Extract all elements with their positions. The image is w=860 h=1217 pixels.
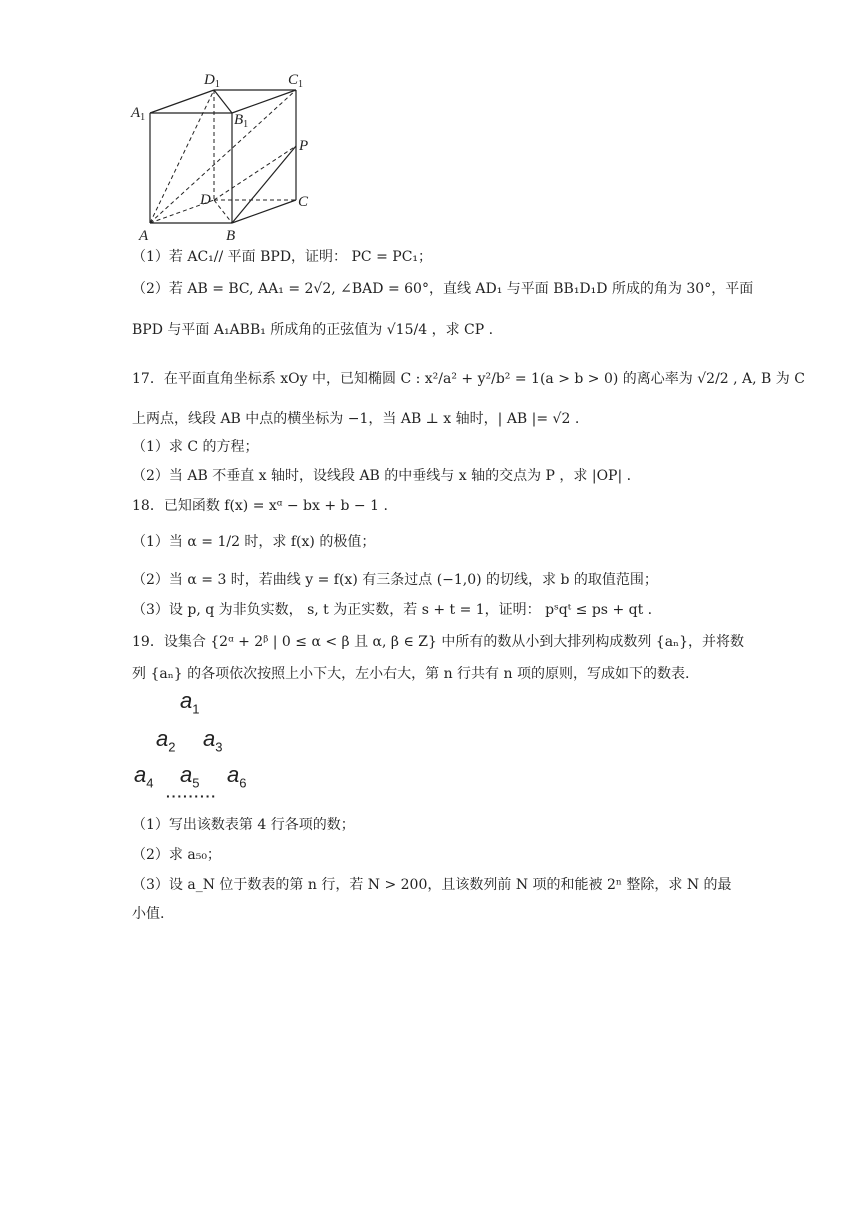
- hidden-edge-d-b: [214, 200, 232, 223]
- problem19-part3-line2: 小值.: [132, 906, 165, 922]
- problem17-line2: 上两点，线段 AB 中点的横坐标为 −1，当 AB ⊥ x 轴时，| AB |= √2 .: [132, 411, 580, 427]
- problem18-title: 18．已知函数 f(x) = xᵅ − bx + b − 1 .: [132, 498, 388, 514]
- edge-a1-d1: [150, 90, 214, 113]
- problem18-part3: （3）设 p, q 为非负实数， s, t 为正实数，若 s + t = 1，证明： pˢqᵗ ≤ ps + qt .: [132, 602, 653, 618]
- table-entry: $a_1$: [180, 688, 200, 717]
- hidden-segment-a-c1: [150, 90, 296, 223]
- table-entry: $a_5$: [180, 762, 200, 791]
- problem17-part1: （1）求 C 的方程；: [132, 439, 259, 455]
- edge-b1-c1: [232, 90, 296, 113]
- label-a: A: [139, 228, 149, 244]
- label-c1: $C_1$: [288, 72, 304, 90]
- table-entry: $a_4$: [134, 762, 154, 791]
- hidden-segment-d-p: [214, 146, 296, 200]
- problem17-line1: 17．在平面直角坐标系 xOy 中，已知椭圆 C : x²/a² + y²/b² = 1(a > b > 0) 的离心率为 √2/2 , A, B 为 C: [132, 371, 805, 387]
- problem19-line2: 列 {aₙ} 的各项依次按照上小下大，左小右大，第 n 行共有 n 项的原则，写成如下的数表.: [132, 666, 690, 682]
- problem18-part1: （1）当 α = 1/2 时，求 f(x) 的极值；: [132, 534, 376, 550]
- label-d: D: [200, 192, 211, 208]
- edge-d1-b1-diag: [214, 90, 232, 113]
- table-ellipsis: ·········: [166, 788, 217, 804]
- problem19-part3-line1: （3）设 a_N 位于数表的第 n 行，若 N > 200，且该数列前 N 项的和能被 2ⁿ 整除，求 N 的最: [132, 877, 732, 893]
- label-b1: $B_1$: [234, 112, 249, 130]
- problem16-part2-line1: （2）若 AB = BC, AA₁ = 2√2, ∠BAD = 60°，直线 AD₁ 与平面 BB₁D₁D 所成的角为 30°，平面: [132, 281, 754, 297]
- label-b: B: [226, 228, 236, 244]
- problem16-part1: （1）若 AC₁// 平面 BPD，证明： PC = PC₁；: [132, 249, 433, 265]
- problem19-part1: （1）写出该数表第 4 行各项的数；: [132, 817, 355, 833]
- problem19-line1: 19．设集合 {2ᵅ + 2ᵝ | 0 ≤ α < β 且 α, β ∈ Z} 中所有的数从小到大排列构成数列 {aₙ}，并将数: [132, 634, 745, 650]
- label-p: P: [299, 138, 309, 154]
- problem18-part2: （2）当 α = 3 时，若曲线 y = f(x) 有三条过点 (−1,0) 的切线，求 b 的取值范围；: [132, 572, 658, 588]
- prism-figure: [126, 66, 326, 246]
- table-entry: $a_2$: [156, 726, 176, 755]
- table-entry: $a_3$: [203, 726, 223, 755]
- problem17-part2: （2）当 AB 不垂直 x 轴时，设线段 AB 的中垂线与 x 轴的交点为 P ，求 |OP| .: [132, 468, 632, 484]
- problem19-part2: （2）求 a₅₀；: [132, 847, 221, 863]
- table-entry: $a_6$: [227, 762, 247, 791]
- label-a1: $A_1$: [131, 105, 146, 123]
- label-c: C: [298, 194, 309, 210]
- label-d1: $D_1$: [204, 72, 220, 90]
- problem16-part2-line2: BPD 与平面 A₁ABB₁ 所成角的正弦值为 √15/4 ，求 CP .: [132, 322, 494, 338]
